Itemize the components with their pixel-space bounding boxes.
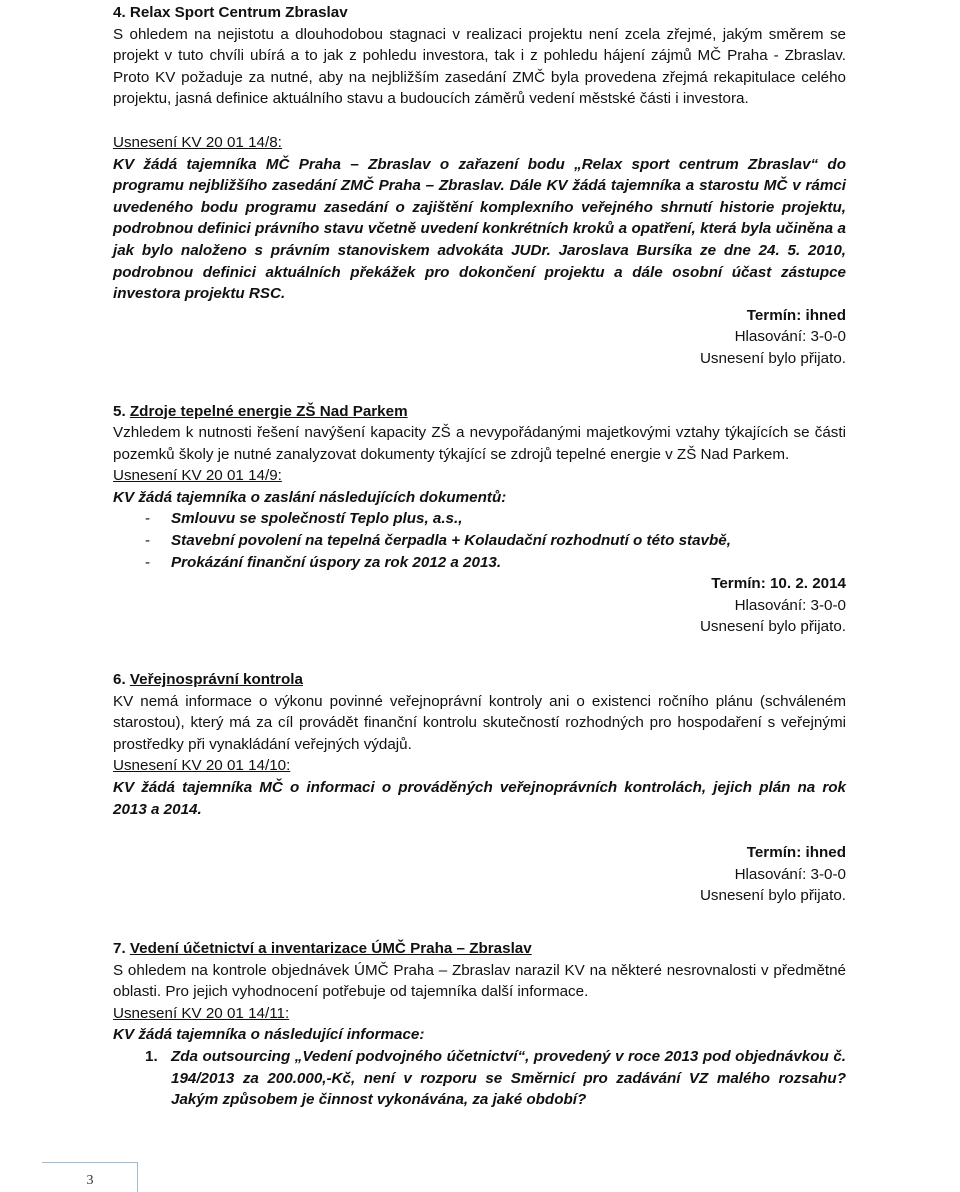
section-number: 7.	[113, 939, 130, 957]
list-dash: -	[145, 553, 151, 571]
section-title: 4. Relax Sport Centrum Zbraslav	[113, 4, 348, 21]
resolution-lead: KV žádá tajemníka o následující informace:	[113, 1026, 425, 1044]
section-body: S ohledem na kontrole objednávek ÚMČ Praha – Zbraslav narazil KV na některé nesrovnalosti v předmětné oblasti. Pro jejich vyhodnocení potřebuje od tajemníka další informace.	[113, 961, 846, 1001]
document-page	[113, 0, 846, 1111]
page-number-box	[42, 1162, 138, 1192]
vote-result: Hlasování: 3-0-0	[734, 865, 846, 883]
resolution-title: Usnesení KV 20 01 14/10:	[113, 757, 291, 775]
section-number: 6.	[113, 671, 130, 689]
section-title-text: Zdroje tepelné energie ZŠ Nad Parkem	[129, 402, 408, 420]
vote-result: Hlasování: 3-0-0	[734, 328, 846, 346]
page-number: 3	[86, 1173, 94, 1188]
list-item-number: 1.	[145, 1047, 158, 1065]
list-dash: -	[145, 532, 151, 550]
section-number: 5.	[113, 402, 130, 420]
resolution-lead: KV žádá tajemníka o zaslání následujících dokumentů:	[113, 488, 507, 506]
list-item-text: Zda outsourcing „Vedení podvojného účetnictví“, provedený v roce 2013 pod objednávkou č. 194/2013 za 200.000,-Kč, není v rozporu se Směrnicí pro zadávání VZ malého rozsahu? Jakým způsobem je činnost vykonávána, za jaké období?	[171, 1047, 846, 1109]
vote-result: Hlasování: 3-0-0	[734, 596, 846, 614]
question-list	[113, 1046, 846, 1111]
resolution-status: Usnesení bylo přijato.	[699, 349, 846, 367]
resolution-text: KV žádá tajemníka MČ Praha – Zbraslav o zařazení bodu „Relax sport centrum Zbraslav“ do programu nejbližšího zasedání ZMČ Praha – Zbraslav. Dále KV žádá tajemníka a starostu MČ v rámci uvedeného bodu programu zasedání o zajištění komplexního veřejného shrnutí historie projektu, podrobnou definici právního stavu včetně uvedení konkrétních kroků a opatření, která byla učiněna a jak bylo naloženo s právním stanoviskem advokáta JUDr. Jaroslava Bursíka ze dne 24. 5. 2010, podrobnou definici aktuálních překážek pro dokončení projektu a dále osobní účast zástupce investora projektu RSC.	[113, 155, 846, 303]
deadline: Termín: 10. 2. 2014	[711, 575, 846, 593]
section-body: KV nemá informace o výkonu povinné veřejnoprávní kontroly ani o existenci ročního plánu (schváleném starostou), který má za cíl provádět finanční kontrolu skutečností rozhodných pro hospodaření s veřejnými prostředky při vynakládání veřejných výdajů.	[113, 692, 846, 753]
list-item	[113, 552, 846, 574]
list-dash: -	[145, 510, 151, 528]
section-title	[113, 938, 846, 960]
resolution-status: Usnesení bylo přijato.	[699, 887, 846, 905]
resolution-status: Usnesení bylo přijato.	[699, 618, 846, 636]
section-title	[113, 669, 846, 691]
section-body: Vzhledem k nutnosti řešení navýšení kapacity ZŠ a nevypořádanými majetkovými vztahy týkajících se části pozemků školy je nutné zanalyzovat dokumenty týkající se zdrojů tepelné energie v ZŠ Nad Parkem.	[113, 424, 846, 463]
section-title-text: Veřejnosprávní kontrola	[129, 671, 303, 689]
deadline: Termín: ihned	[746, 844, 846, 862]
resolution-title: Usnesení KV 20 01 14/9:	[113, 467, 282, 485]
document-list	[113, 508, 846, 573]
resolution-text: KV žádá tajemníka MČ o informaci o prováděných veřejnoprávních kontrolách, jejich plán na rok 2013 a 2014.	[113, 779, 846, 818]
list-item	[113, 530, 846, 552]
resolution-title: Usnesení KV 20 01 14/8:	[113, 133, 282, 151]
resolution-title: Usnesení KV 20 01 14/11:	[113, 1004, 290, 1022]
list-item	[113, 508, 846, 530]
list-item-text: Prokázání finanční úspory za rok 2012 a 2013.	[171, 553, 502, 571]
list-item	[113, 1046, 846, 1111]
list-item-text: Stavební povolení na tepelná čerpadla + Kolaudační rozhodnutí o této stavbě,	[171, 532, 731, 550]
section-title	[113, 401, 846, 423]
section-title-text: Vedení účetnictví a inventarizace ÚMČ Praha – Zbraslav	[129, 939, 532, 957]
section-body: S ohledem na nejistotu a dlouhodobou stagnaci v realizaci projektu není zcela zřejmé, jakým směrem se projekt v tuto chvíli ubírá a to jak z pohledu investora, tak i z pohledu hájení zájmů MČ Praha - Zbraslav. Proto KV požaduje za nutné, aby na nejbližším zasedání ZMČ byla provedena zřejmá rekapitulace celého projektu, jasná definice aktuálního stavu a budoucích záměrů vedení městské části i investora.	[113, 25, 846, 108]
list-item-text: Smlouvu se společností Teplo plus, a.s.,	[171, 510, 463, 528]
deadline: Termín: ihned	[746, 306, 846, 324]
